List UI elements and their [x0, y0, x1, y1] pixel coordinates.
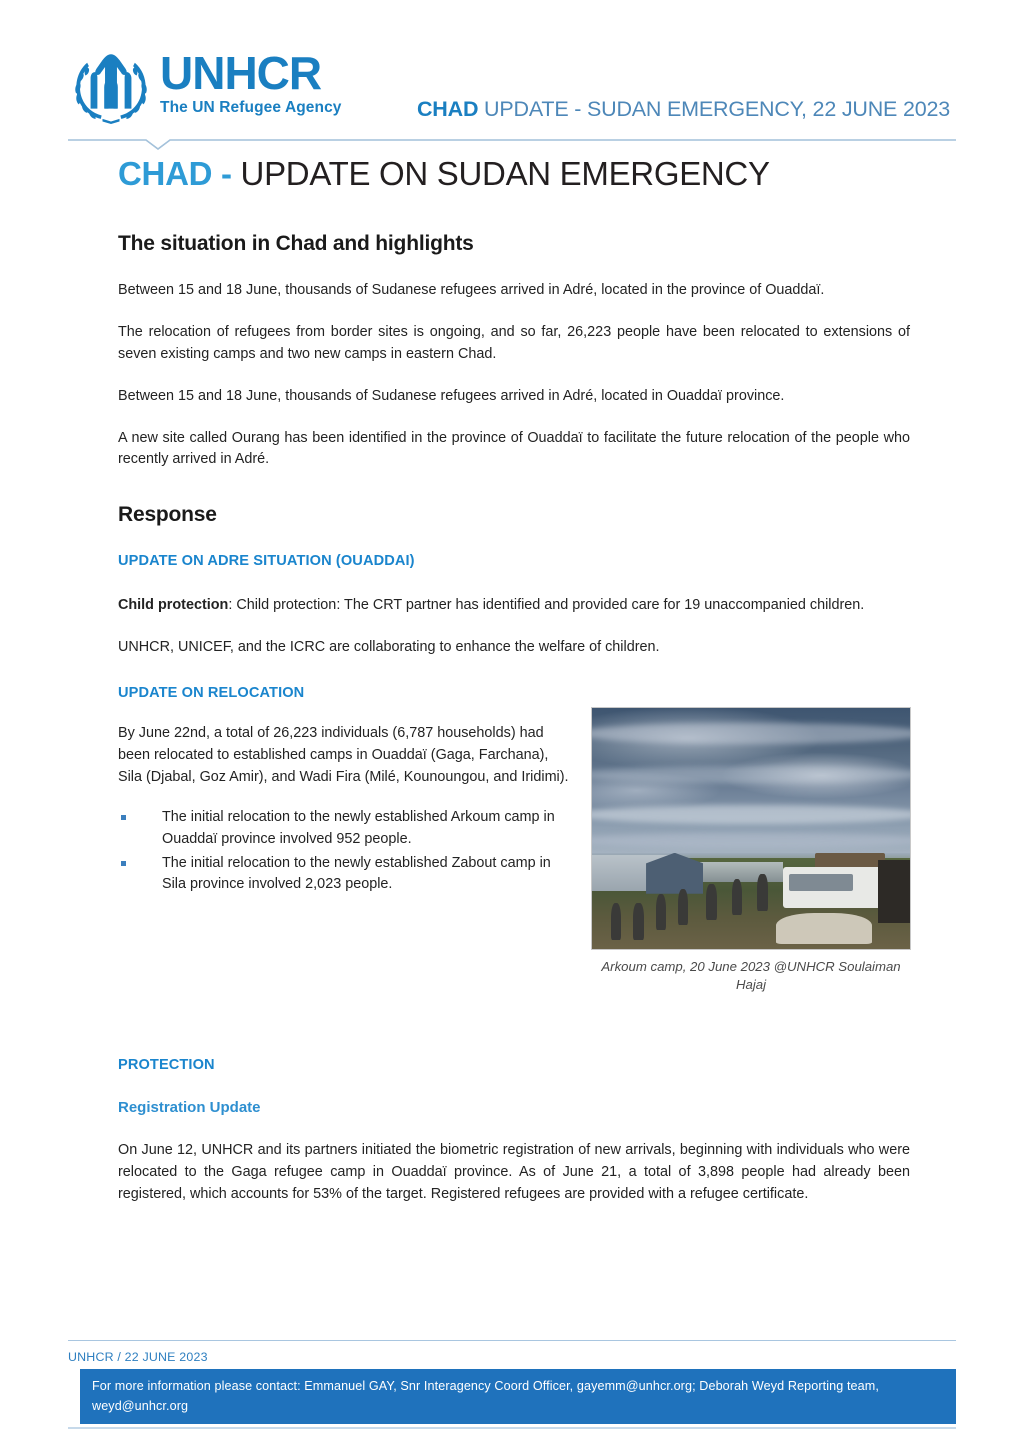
footer-meta: UNHCR / 22 JUNE 2023: [68, 1350, 208, 1364]
adre-situation-heading: UPDATE ON ADRE SITUATION (OUADDAI): [118, 553, 415, 570]
photo-tent-row: [700, 862, 783, 881]
situation-paragraph-1: Between 15 and 18 June, thousands of Sudanese refugees arrived in Adré, located in the province of Ouaddaï.: [118, 282, 825, 298]
header-banner-country: CHAD: [416, 97, 479, 121]
photo-cloud: [591, 805, 911, 824]
photo-caption: Arkoum camp, 20 June 2023 @UNHCR Soulaiman Hajaj: [601, 959, 901, 992]
relocation-text-column: [118, 723, 573, 896]
unhcr-logo-name: UNHCR: [160, 47, 322, 99]
photo-person: [656, 894, 666, 930]
bullet-square-icon: [121, 815, 126, 820]
relocation-block: [118, 723, 910, 992]
footer-divider: [68, 1340, 956, 1341]
unhcr-logo: [68, 44, 342, 124]
header-banner-subtitle: UPDATE - SUDAN EMERGENCY, 22 JUNE 2023: [478, 97, 950, 121]
unhcr-logo-tagline: The UN Refugee Agency: [160, 99, 342, 116]
header-divider: [68, 136, 956, 152]
list-item: [118, 807, 573, 851]
unhcr-logo-wordmark: [160, 44, 342, 116]
relocation-heading: UPDATE ON RELOCATION: [118, 685, 305, 702]
photo-person: [757, 874, 767, 910]
relocation-bullet-list: [118, 807, 573, 897]
adre-paragraph-2: UNHCR, UNICEF, and the ICRC are collaborating to enhance the welfare of children.: [118, 639, 660, 656]
photo-person: [611, 903, 621, 939]
page-title: [118, 155, 770, 193]
bullet-square-icon: [121, 861, 126, 866]
footer-contact-text: For more information please contact: Emmanuel GAY, Snr Interagency Coord Officer, gayemm@unhcr.org; Deborah Weyd Reporting team, weyd@unhcr.org: [92, 1379, 879, 1413]
page-title-rest: UPDATE ON SUDAN EMERGENCY: [231, 155, 770, 192]
unhcr-emblem-icon: [68, 44, 154, 124]
protection-heading: PROTECTION: [118, 1057, 215, 1074]
photo-water-tank: [878, 860, 910, 923]
child-protection-paragraph: [118, 595, 910, 617]
list-item-text: The initial relocation to the newly established Arkoum camp in Ouaddaï province involved 952 people.: [162, 808, 555, 847]
situation-paragraph-3: Between 15 and 18 June, thousands of Sudanese refugees arrived in Adré, located in Ouaddaï province.: [118, 387, 785, 404]
situation-heading: The situation in Chad and highlights: [118, 232, 474, 255]
photo-sacks: [776, 913, 871, 944]
photo-cloud: [591, 833, 911, 847]
page-header: [0, 0, 1024, 132]
response-heading: Response: [118, 503, 217, 527]
photo-figure: [591, 707, 911, 994]
photo-cloud: [591, 766, 911, 783]
page-title-accent: CHAD -: [118, 155, 232, 192]
photo-person: [633, 903, 643, 939]
situation-paragraph-2: The relocation of refugees from border sites is ongoing, and so far, 26,223 people have been relocated to extensions of seven existing camps and two new camps in eastern Chad.: [118, 323, 910, 362]
photo-person: [706, 884, 716, 920]
situation-paragraph-4: A new site called Ourang has been identified in the province of Ouaddaï to facilitate the future relocation of the people who recently arrived in Adré.: [118, 429, 910, 468]
registration-update-heading: Registration Update: [118, 1099, 261, 1117]
photo-cloud: [591, 723, 911, 745]
photo-person: [678, 889, 688, 925]
photo-truck-window: [789, 874, 853, 891]
arkoum-camp-photo: [591, 707, 911, 950]
child-protection-label: Child protection: [118, 597, 229, 614]
footer-bottom-divider: [68, 1427, 956, 1429]
relocation-paragraph-1: By June 22nd, a total of 26,223 individuals (6,787 households) had been relocated to established camps in Ouaddaï (Gaga, Farchana), Sila (Djabal, Goz Amir), and Wadi Fira (Milé, Kounoungou, and Iridimi).: [118, 725, 569, 785]
list-item-text: The initial relocation to the newly established Zabout camp in Sila province involved 2,023 people.: [162, 854, 551, 893]
photo-person: [732, 879, 742, 915]
header-banner-title: [417, 97, 950, 122]
document-body: [118, 232, 910, 1206]
registration-paragraph: On June 12, UNHCR and its partners initiated the biometric registration of new arrivals, beginning with individuals who were relocated to the Gaga refugee camp in Ouaddaï province. As of June 21, a total of 3,898 people had already been registered, which accounts for 53% of the target. Registered refugees are provided with a refugee certificate.: [118, 1142, 910, 1202]
list-item: [118, 853, 573, 897]
footer-contact-bar: [80, 1369, 956, 1424]
child-protection-text: : Child protection: The CRT partner has identified and provided care for 19 unaccompanied children.: [228, 597, 865, 614]
